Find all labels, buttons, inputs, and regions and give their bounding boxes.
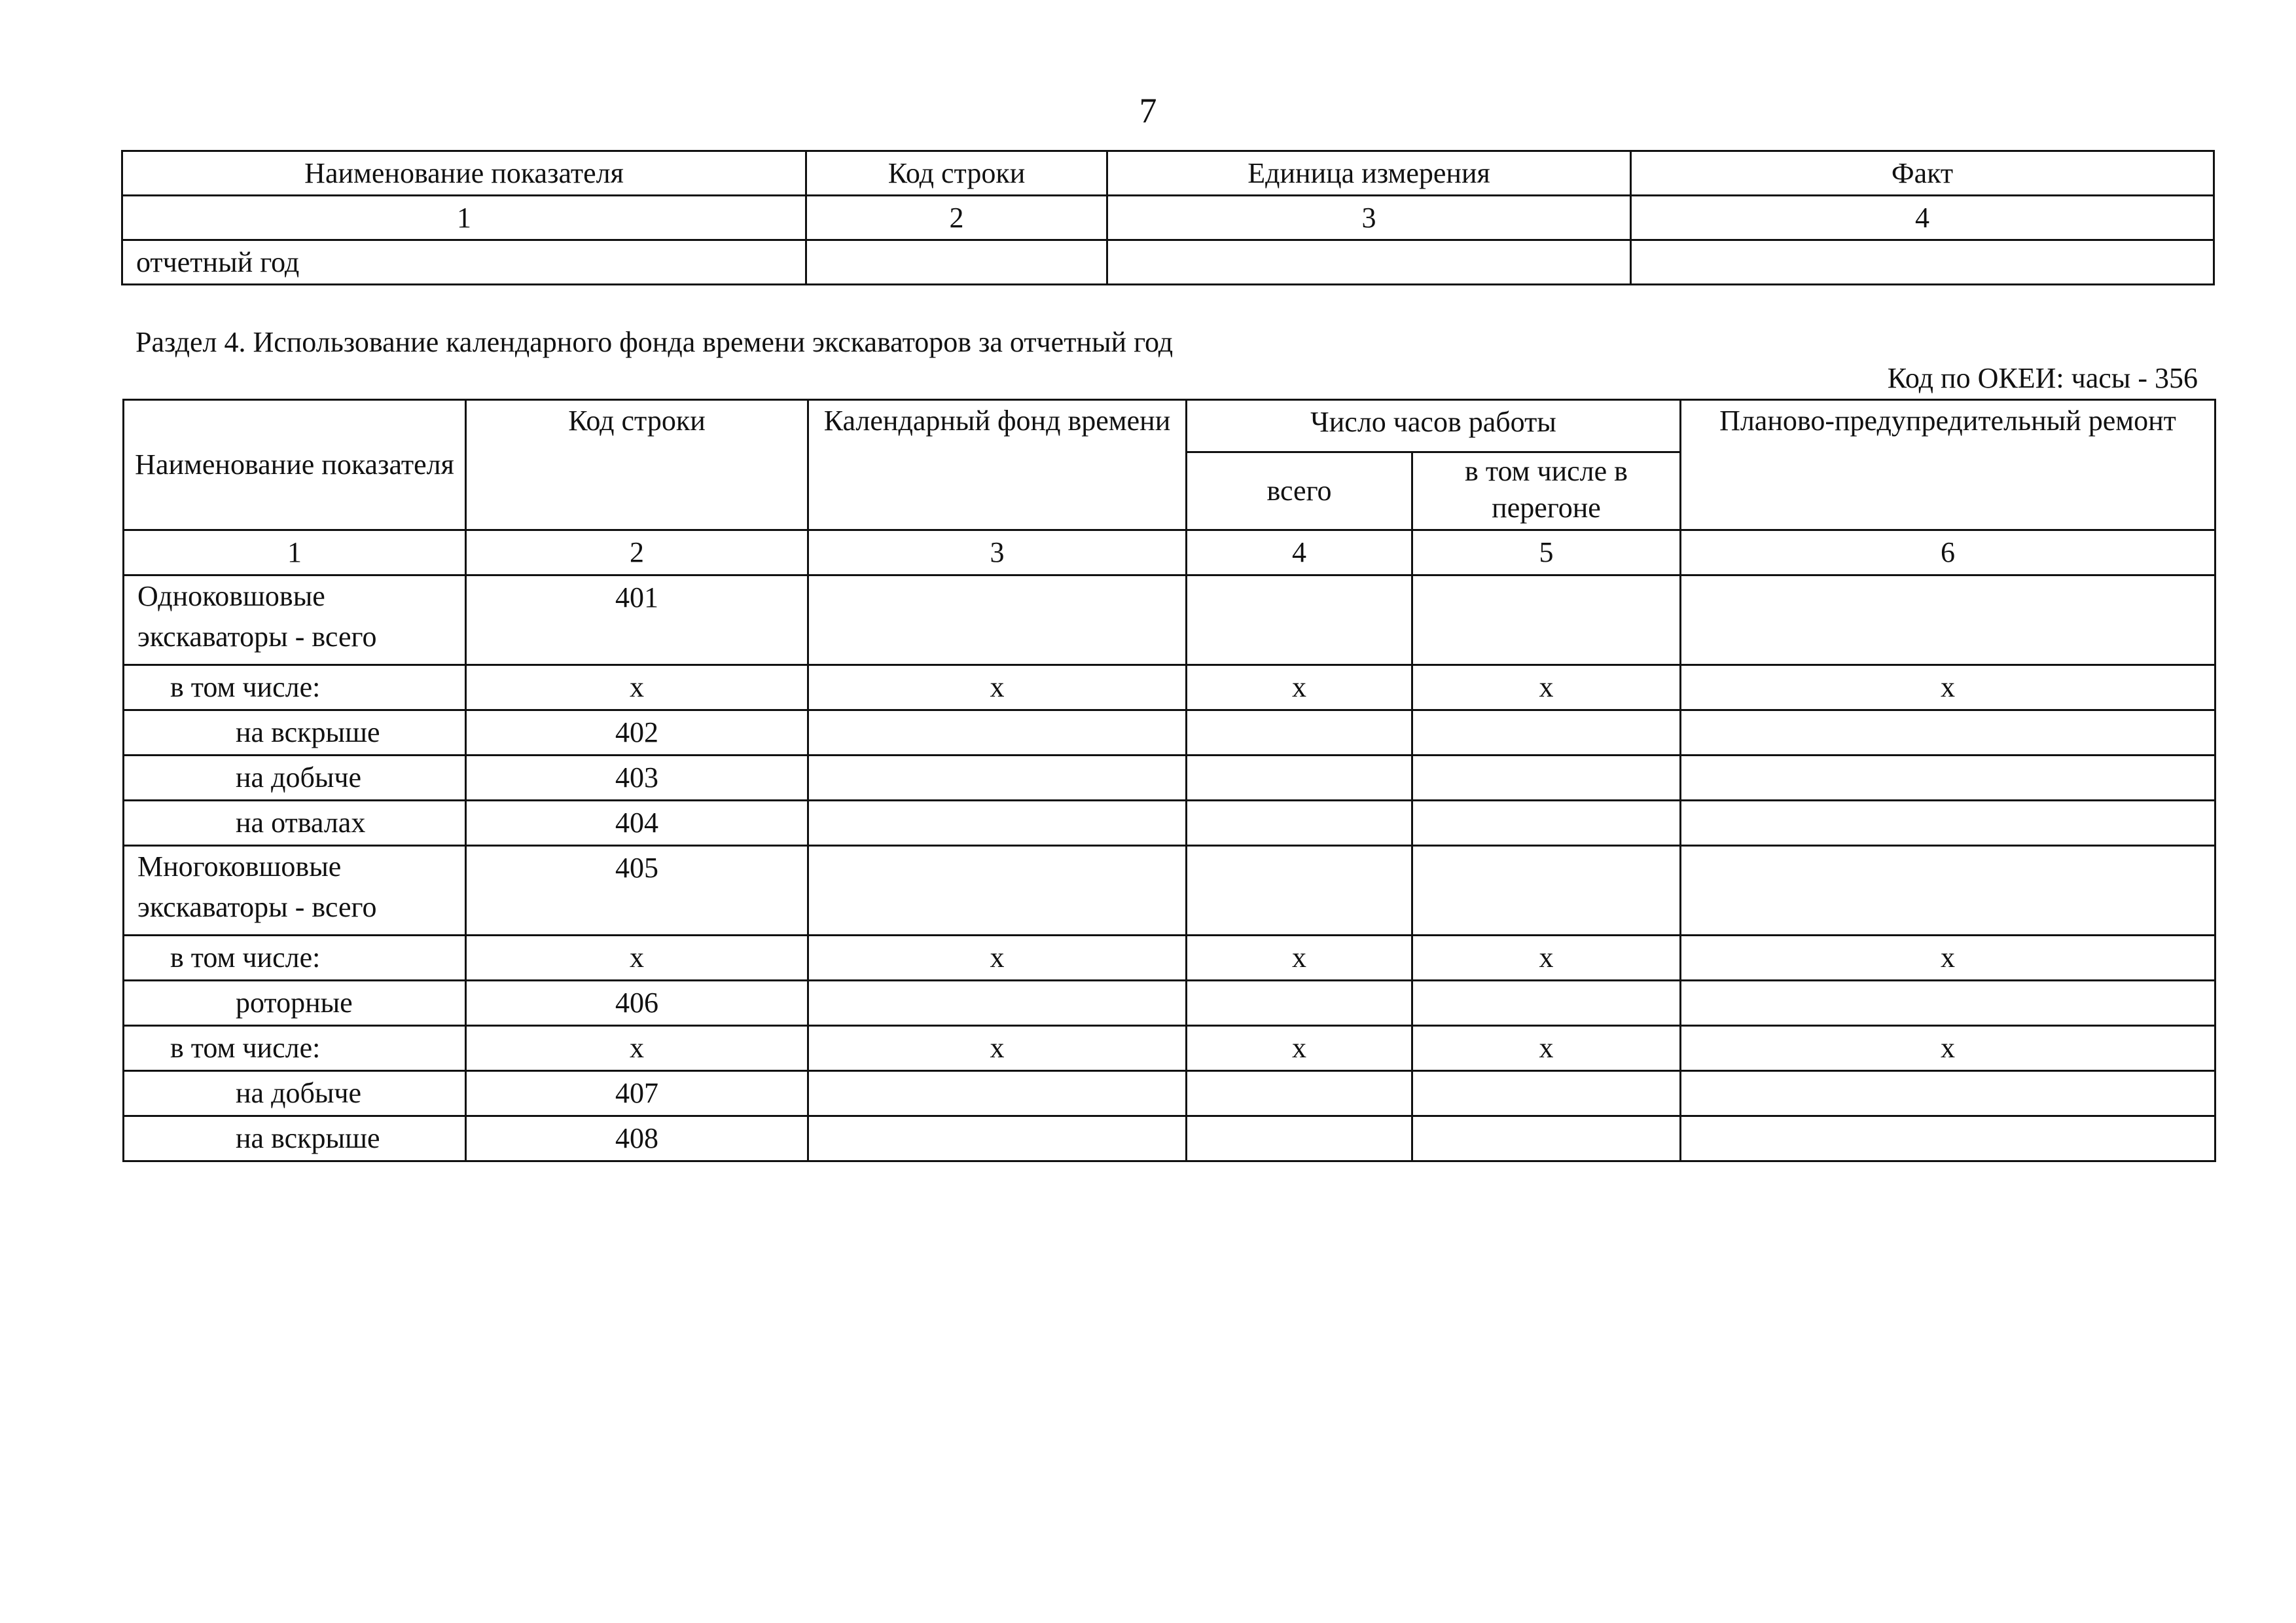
column-number: 4 [1631, 196, 2214, 240]
row-cell [1187, 575, 1412, 665]
header-row-code: Код строки [466, 400, 808, 530]
row-name: в том числе: [124, 1026, 466, 1071]
row-cell: х [808, 1026, 1187, 1071]
row-code: 408 [466, 1116, 808, 1161]
column-number-row [122, 196, 2214, 240]
row-cell [808, 575, 1187, 665]
row-cell [1187, 710, 1412, 756]
row-cell [1681, 1071, 2215, 1116]
row-name: роторные [124, 981, 466, 1026]
column-number: 3 [808, 530, 1187, 575]
table-row [124, 1026, 2215, 1071]
row-name: на вскрыше [124, 710, 466, 756]
section-title: Раздел 4. Использование календарного фонда времени экскаваторов за отчетный год [135, 326, 1174, 358]
table-row [124, 936, 2215, 981]
row-name: Многоковшовые экскаваторы - всего [124, 846, 466, 936]
row-cell [1412, 846, 1681, 936]
table-row [124, 846, 2215, 936]
row-cell [1187, 1071, 1412, 1116]
excavator-time-table [122, 399, 2216, 1162]
header-unit: Единица измерения [1107, 151, 1631, 196]
row-code: 404 [466, 801, 808, 846]
row-cell [1187, 756, 1412, 801]
table-row [124, 981, 2215, 1026]
row-cell [808, 756, 1187, 801]
row-cell [1412, 1071, 1681, 1116]
row-code: 407 [466, 1071, 808, 1116]
row-code: 403 [466, 756, 808, 801]
header-row-code: Код строки [806, 151, 1107, 196]
table-row [124, 575, 2215, 665]
row-cell: х [1412, 1026, 1681, 1071]
row-cell: х [1681, 665, 2215, 710]
row-code: х [466, 936, 808, 981]
column-number: 1 [122, 196, 806, 240]
row-cell: х [1412, 665, 1681, 710]
row-cell [1412, 801, 1681, 846]
header-indicator-name: Наименование показателя [122, 151, 806, 196]
row-name: в том числе: [124, 665, 466, 710]
row-code: 405 [466, 846, 808, 936]
row-name: на добыче [124, 1071, 466, 1116]
row-cell [808, 801, 1187, 846]
row-name: на вскрыше [124, 1116, 466, 1161]
row-code: 402 [466, 710, 808, 756]
table-header-row [124, 400, 2215, 452]
row-cell [808, 981, 1187, 1026]
row-cell [1631, 240, 2214, 285]
column-number: 5 [1412, 530, 1681, 575]
header-fact: Факт [1631, 151, 2214, 196]
row-name: на добыче [124, 756, 466, 801]
column-number: 2 [466, 530, 808, 575]
row-cell: х [1187, 1026, 1412, 1071]
row-cell [1412, 575, 1681, 665]
row-cell [1681, 1116, 2215, 1161]
row-name: Одноковшовые экскаваторы - всего [124, 575, 466, 665]
row-code: х [466, 665, 808, 710]
table-row [122, 240, 2214, 285]
row-cell [1412, 981, 1681, 1026]
okei-code: Код по ОКЕИ: часы - 356 [1887, 362, 2198, 394]
row-cell [1681, 981, 2215, 1026]
row-code: х [466, 1026, 808, 1071]
row-cell [1187, 846, 1412, 936]
column-number: 2 [806, 196, 1107, 240]
table-row [124, 756, 2215, 801]
header-repair: Планово-предупредительный ремонт [1681, 400, 2215, 530]
column-number: 1 [124, 530, 466, 575]
table-row [124, 710, 2215, 756]
row-cell [1681, 801, 2215, 846]
row-cell [1681, 710, 2215, 756]
header-work-hours: Число часов работы [1187, 400, 1681, 452]
header-hours-total: всего [1187, 452, 1412, 530]
row-cell [1187, 981, 1412, 1026]
row-cell [1187, 801, 1412, 846]
row-cell [1187, 1116, 1412, 1161]
table-row [124, 1116, 2215, 1161]
row-cell [808, 1116, 1187, 1161]
row-cell [808, 710, 1187, 756]
column-number: 6 [1681, 530, 2215, 575]
row-code: 406 [466, 981, 808, 1026]
table-header-row [122, 151, 2214, 196]
indicator-table [121, 150, 2215, 285]
row-name: отчетный год [122, 240, 806, 285]
row-code: 401 [466, 575, 808, 665]
row-cell: х [808, 936, 1187, 981]
row-cell [1681, 756, 2215, 801]
header-indicator-name: Наименование показателя [124, 400, 466, 530]
header-hours-transfer: в том числе в перегоне [1412, 452, 1681, 530]
row-cell [1681, 846, 2215, 936]
table-row [124, 1071, 2215, 1116]
row-cell [1412, 756, 1681, 801]
column-number: 3 [1107, 196, 1631, 240]
table-row [124, 665, 2215, 710]
row-cell: х [1187, 665, 1412, 710]
page-number: 7 [1139, 91, 1157, 130]
row-cell [806, 240, 1107, 285]
row-name: на отвалах [124, 801, 466, 846]
row-cell: х [1187, 936, 1412, 981]
row-cell: х [808, 665, 1187, 710]
column-number-row [124, 530, 2215, 575]
header-calendar-fund: Календарный фонд времени [808, 400, 1187, 530]
row-name: в том числе: [124, 936, 466, 981]
row-cell [1107, 240, 1631, 285]
row-cell [808, 1071, 1187, 1116]
row-cell: х [1412, 936, 1681, 981]
row-cell [1412, 1116, 1681, 1161]
column-number: 4 [1187, 530, 1412, 575]
table-row [124, 801, 2215, 846]
row-cell [808, 846, 1187, 936]
row-cell [1681, 575, 2215, 665]
row-cell [1412, 710, 1681, 756]
row-cell: х [1681, 1026, 2215, 1071]
row-cell: х [1681, 936, 2215, 981]
